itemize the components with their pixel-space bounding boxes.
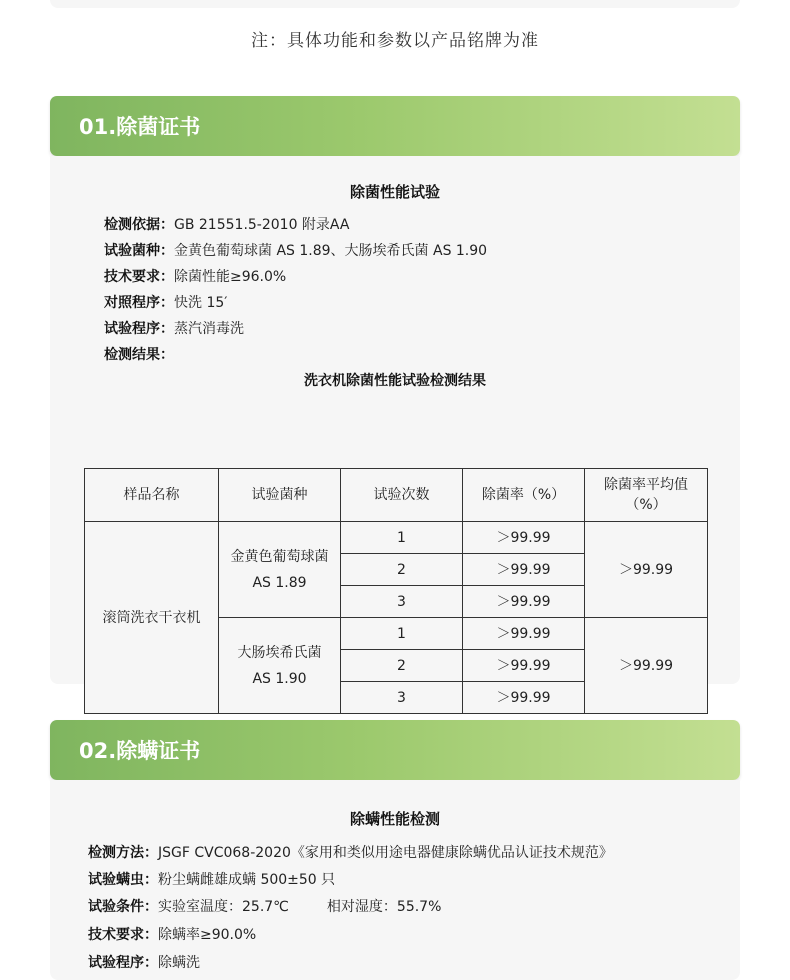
rate-value: ＞99.99 (463, 522, 585, 554)
info-line-strain: 试验菌种：金黄色葡萄球菌 AS 1.89、大肠埃希氏菌 AS 1.90 (104, 243, 488, 259)
section-header-sterilization (50, 96, 740, 156)
table-title: 洗衣机除菌性能试验检测结果 (304, 373, 486, 389)
table-header-row (85, 469, 708, 522)
run-number: 1 (341, 522, 463, 554)
header-runs: 试验次数 (341, 469, 463, 522)
rate-value: ＞99.99 (463, 554, 585, 586)
strain-cell: 大肠埃希氏菌 AS 1.90 (219, 618, 341, 714)
rate-value: ＞99.99 (463, 586, 585, 618)
info-line-result: 检测结果： (104, 347, 174, 363)
info-line-requirement: 技术要求：除螨率≥90.0% (88, 927, 257, 943)
rate-value: ＞99.99 (463, 618, 585, 650)
strain-cell: 金黄色葡萄球菌 AS 1.89 (219, 522, 341, 618)
header-strain: 试验菌种 (219, 469, 341, 522)
info-line-requirement: 技术要求：除菌性能≥96.0% (104, 269, 287, 285)
rate-value: ＞99.99 (463, 682, 585, 714)
info-line-basis: 检测依据：GB 21551.5-2010 附录AA (104, 217, 350, 233)
info-line-mite: 试验螨虫：粉尘螨雌雄成螨 500±50 只 (88, 872, 336, 888)
previous-card-edge (50, 0, 740, 8)
run-number: 2 (341, 650, 463, 682)
info-line-method: 检测方法：JSGF CVC068-2020《家用和类似用途电器健康除螨优品认证技术规范》 (88, 845, 613, 861)
table-row (85, 522, 708, 554)
card-title: 除螨性能检测 (349, 810, 440, 828)
avg-value: ＞99.99 (585, 522, 708, 618)
info-line-conditions: 试验条件：实验室温度：25.7℃ 相对湿度：55.7% (88, 899, 442, 915)
section-header-mite-removal (50, 720, 740, 780)
product-note: 注：具体功能和参数以产品铭牌为准 (251, 31, 539, 51)
info-line-program: 试验程序：除螨洗 (88, 955, 200, 971)
avg-value: ＞99.99 (585, 618, 708, 714)
header-rate: 除菌率（%） (463, 469, 585, 522)
run-number: 1 (341, 618, 463, 650)
run-number: 2 (341, 554, 463, 586)
rate-value: ＞99.99 (463, 650, 585, 682)
run-number: 3 (341, 586, 463, 618)
section-title: 01.除菌证书 (79, 115, 201, 139)
header-avg: 除菌率平均值（%） (585, 469, 708, 522)
sample-name: 滚筒洗衣干衣机 (85, 522, 219, 714)
section-title: 02.除螨证书 (79, 739, 201, 763)
results-table (84, 468, 708, 714)
run-number: 3 (341, 682, 463, 714)
sterilization-certificate-card (50, 156, 740, 706)
info-line-control: 对照程序：快洗 15′ (104, 295, 228, 311)
info-line-program: 试验程序：蒸汽消毒洗 (104, 321, 244, 337)
card-title: 除菌性能试验 (349, 183, 440, 201)
mite-removal-certificate-card (50, 780, 740, 980)
header-sample: 样品名称 (85, 469, 219, 522)
